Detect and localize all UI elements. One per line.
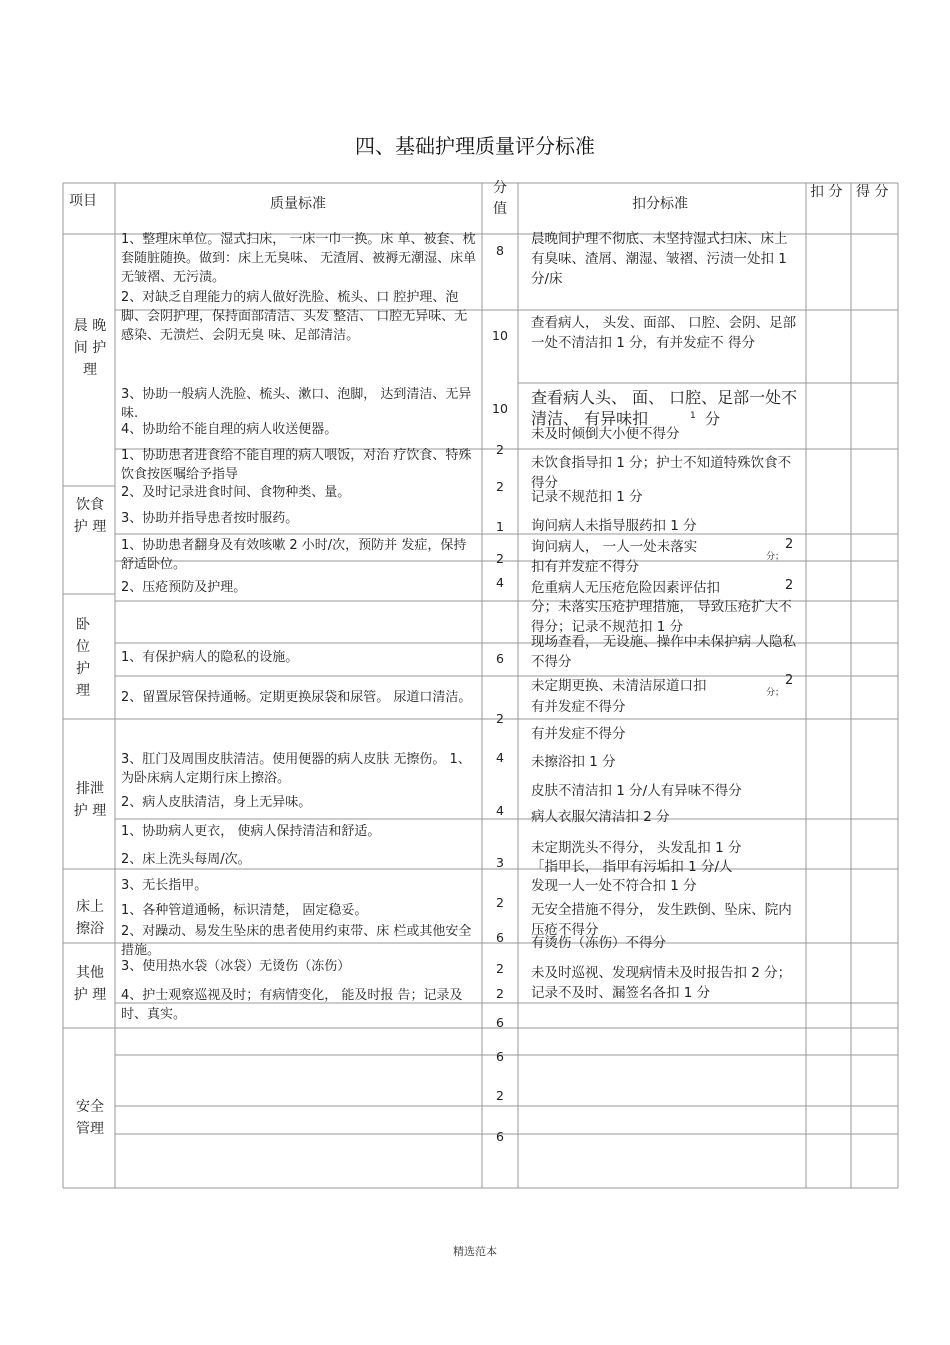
score-value: 4 [496,750,504,765]
standard-text: 1、协助患者翻身及有效咳嗽 2 小时/次，预防并 发症，保持舒适卧位。 [121,538,467,572]
page-footer: 精选范本 [453,1245,497,1258]
deduction-text: 病人衣服欠清洁扣 2 分 [531,809,670,825]
header-get-points: 得 分 [856,184,889,200]
score-value: 1 [496,519,504,534]
score-value: 6 [496,651,504,666]
score-value: 2 [496,479,504,494]
score-value: 2 [496,1088,504,1103]
deduction-fragment: 分 [705,410,721,428]
standard-text: 2、对躁动、易发生坠床的患者使用约束带、床 栏或其他安全措施。 [121,924,472,958]
standard-text: 2、对缺乏自理能力的病人做好洗脸、梳头、口 腔护理、泡脚、会阴护理，保持面部清洁、头发 整洁、 口腔无异味、无感染、无溃烂、会阴无臭 味、足部清洁。 [121,290,468,343]
score-value: 2 [496,986,504,1001]
deduction-fragment: 2 [785,673,794,688]
standard-text: 1、各种管道通畅，标识清楚， 固定稳妥。 [121,903,368,918]
score-value: 6 [496,930,504,945]
deduction-fragment: 分； [766,552,785,562]
deduction-text: 扣有并发症不得分 [531,559,639,575]
standard-text: 3、协助一般病人洗脸、梳头、漱口、泡脚， 达到清洁、无异味. [121,387,472,421]
deduction-text: 未饮食指导扣 1 分；护士不知道特殊饮食不得分 [531,455,792,491]
deduction-text: 发现一人一处不符合扣 1 分 [531,878,697,894]
deduction-text: 危重病人无压疮危险因素评估扣 [531,580,720,596]
score-value: 2 [496,551,504,566]
deduction-text: 未擦浴扣 1 分 [531,754,616,770]
deduction-text: 无安全措施不得分， 发生跌倒、坠床、院内压疮不得分 [531,902,792,938]
category-position-care: 卧 位 护 理 [76,617,90,699]
score-value: 4 [496,803,504,818]
standard-text: 2、压疮预防及护理。 [121,580,247,595]
deduction-text: 未及时倾倒大小便不得分 [531,426,680,442]
standard-text: 3、无长指甲。 [121,878,208,893]
deduction-text: 现场查看， 无设施、操作中未保护病 人隐私不得分 [531,634,797,670]
category-bed-bath: 床上 擦浴 [76,899,104,937]
page-title: 四、基础护理质量评分标准 [355,134,595,158]
deduction-text: 分；未落实压疮护理措施， 导致压疮扩大不得分；记录不规范扣 1 分 [531,599,792,635]
deduction-text: 有并发症不得分 [531,699,626,715]
standard-text: 3、协助并指导患者按时服药。 [121,511,299,526]
score-value: 6 [496,1049,504,1064]
score-value: 8 [496,243,504,258]
standard-text: 2、及时记录进食时间、食物种类、量。 [121,485,351,500]
header-deduct-points: 扣 分 [810,184,843,200]
deduction-text: 记录不规范扣 1 分 [531,489,643,505]
standard-text: 2、留置尿管保持通畅。定期更换尿袋和尿管。 尿道口清洁。 [121,690,472,705]
deduction-text: 查看病人， 头发、面部、 口腔、会阴、足部一处不清洁扣 1 分，有并发症不 得分 [531,315,797,351]
standard-text: 3、肛门及周围皮肤清洁。使用便器的病人皮肤 无擦伤。 1、为卧床病人定期行床上擦浴。 [121,752,471,786]
deduction-text: 询问病人， 一人一处未落实 [531,539,698,555]
standard-text: 2、床上洗头每周/次。 [121,852,251,867]
deduction-fragment: 2 [785,537,794,552]
deduction-text: 查看病人头、 面、 口腔、足部一处不清洁、 有异味扣 [531,388,798,428]
score-value: 2 [496,711,504,726]
score-value: 6 [496,1129,504,1144]
deduction-text: 未定期洗头不得分， 头发乱扣 1 分 [531,840,742,856]
deduction-text: 晨晚间护理不彻底、未坚持湿式扫床、床上有臭味、渣屑、潮湿、皱褶、污渍一处扣 1 分/床 [531,231,788,287]
standard-text: 1、协助病人更衣， 使病人保持清洁和舒适。 [121,824,381,839]
score-value: 6 [496,1015,504,1030]
deduction-text: 未及时巡视、发现病情未及时报告扣 2 分；记录不及时、漏签名各扣 1 分 [531,965,792,1001]
standard-text: 1、整理床单位。湿式扫床， 一床一巾一换。床 单、被套、枕套随脏随换。做到：床上无臭味、 无渣屑、被褥无潮湿、床单无皱褶、无污渍。 [121,232,477,285]
score-value: 2 [496,442,504,457]
standard-text: 4、协助给不能自理的病人收送便器。 [121,422,338,437]
deduction-fragment: 2 [785,578,794,593]
score-value: 3 [496,855,504,870]
category-morning-evening-care: 晨 晚 间 护 理 [73,318,107,378]
deduction-text: 有烫伤（冻伤）不得分 [531,935,666,951]
header-item: 项目 [69,193,97,209]
header-standard: 质量标准 [270,196,326,212]
category-safety-management: 安全 管理 [76,1099,104,1137]
score-value: 10 [492,401,508,416]
standard-text: 4、护士观察巡视及时；有病情变化， 能及时报 告；记录及时、真实。 [121,988,463,1022]
deduction-fragment: 1 [690,411,696,421]
standard-text: 3、使用热水袋（冰袋）无烫伤（冻伤） [121,959,351,974]
score-value: 2 [496,895,504,910]
standard-text: 1、有保护病人的隐私的设施。 [121,650,299,665]
deduction-text: 有并发症不得分 [531,726,626,742]
deduction-text: 询问病人未指导服药扣 1 分 [531,518,697,534]
score-value: 10 [492,328,508,343]
category-other-care: 其他 护 理 [73,965,107,1003]
category-diet-care: 饮食 护 理 [73,497,107,535]
deduction-text: 未定期更换、未清洁尿道口扣 [531,678,707,694]
deduction-text: 「指甲长， 指甲有污垢扣 1 分/人 [531,859,733,875]
category-excretion-care: 排泄 护 理 [73,781,107,819]
deduction-text: 皮肤不清洁扣 1 分/人有异味不得分 [531,783,742,799]
score-value: 2 [496,961,504,976]
score-value: 4 [496,575,504,590]
standard-text: 2、病人皮肤清洁，身上无异味。 [121,795,312,810]
standard-text: 1、协助患者进食给不能自理的病人喂饭，对治 疗饮食、特殊饮食按医嘱给予指导 [121,448,472,482]
header-deduction: 扣分标准 [632,196,688,212]
header-score: 分值 [493,180,507,217]
deduction-fragment: 分； [766,688,785,698]
